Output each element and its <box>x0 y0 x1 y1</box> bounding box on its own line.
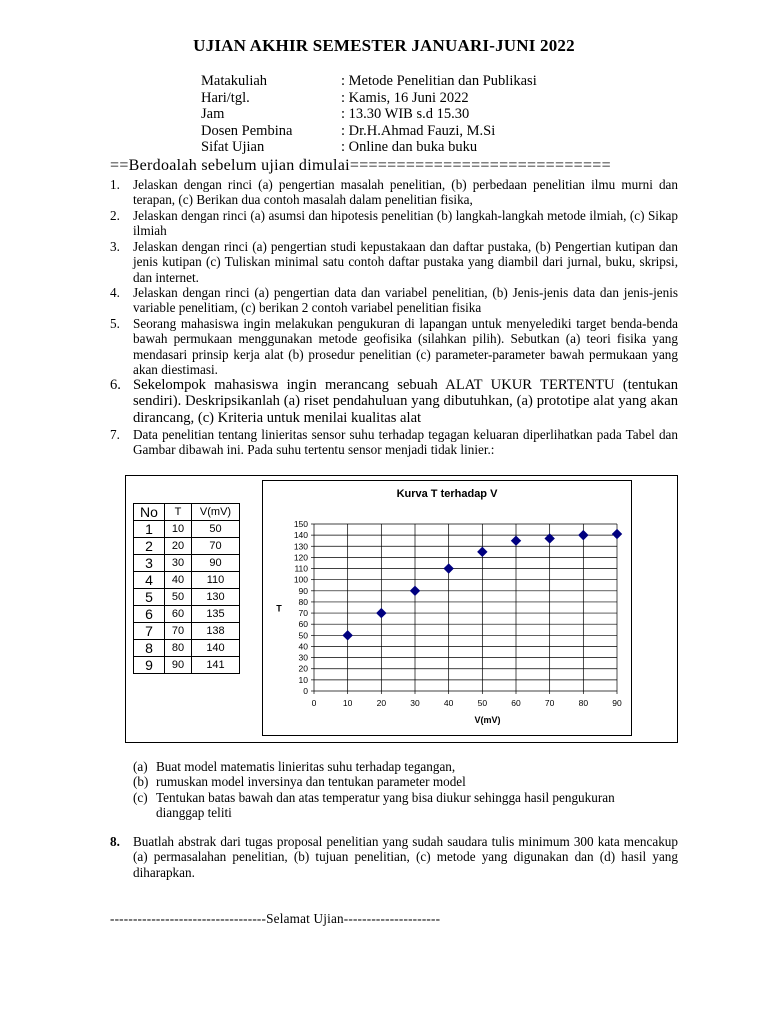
info-value: : Dr.H.Ahmad Fauzi, M.Si <box>341 122 496 139</box>
table-cell: 90 <box>165 657 192 674</box>
data-point <box>343 631 352 640</box>
question-2 <box>110 208 678 239</box>
table-row <box>134 572 240 589</box>
question-number: 7. <box>110 427 120 442</box>
data-point <box>579 531 588 540</box>
question-number: 3. <box>110 239 120 254</box>
table-cell: 70 <box>165 623 192 640</box>
question-text: Jelaskan dengan rinci (a) asumsi dan hipotesis penelitian (b) langkah-langkah metode ilmiah, (c) Sikap ilmiah <box>133 208 678 239</box>
question-7 <box>110 427 678 458</box>
question-6 <box>110 377 678 426</box>
table-cell: 141 <box>192 657 240 674</box>
x-tick-label: 20 <box>376 698 387 708</box>
x-tick-label: 80 <box>578 698 589 708</box>
data-point <box>377 609 386 618</box>
table-row <box>134 623 240 640</box>
question-text: Jelaskan dengan rinci (a) pengertian studi kepustakaan dan daftar pustaka, (b) Pengertian kutipan dan jenis kutipan (c) Tuliskan minimal satu contoh daftar pustaka yang diambil dari jurnal, buku, skripsi, dan internet. <box>133 239 678 285</box>
info-value: : Online dan buka buku <box>341 139 478 155</box>
table-cell: 20 <box>165 538 192 555</box>
scatter-chart <box>263 481 631 735</box>
table-row <box>134 606 240 623</box>
table-cell: 40 <box>165 572 192 589</box>
table-row <box>134 589 240 606</box>
table-cell: 9 <box>134 657 165 674</box>
subquestion-a <box>133 759 678 774</box>
x-tick-label: 0 <box>311 698 317 708</box>
data-point <box>444 564 453 573</box>
x-tick-label: 70 <box>544 698 555 708</box>
table-cell: 90 <box>192 555 240 572</box>
question-number: 2. <box>110 208 120 223</box>
x-tick-label: 30 <box>410 698 420 708</box>
info-value: : Metode Penelitian dan Publikasi <box>341 73 537 89</box>
footer-greeting: ----------------------------------Selamat Ujian--------------------- <box>110 911 441 926</box>
y-tick-label: 140 <box>293 530 308 541</box>
table-row <box>134 521 240 538</box>
table-cell: 135 <box>192 606 240 623</box>
info-row-exam-type <box>201 139 537 156</box>
info-row-date <box>201 90 537 107</box>
table-cell: 110 <box>192 572 240 589</box>
exam-title: UJIAN AKHIR SEMESTER JANUARI-JUNI 2022 <box>193 36 575 55</box>
exam-info <box>201 73 537 156</box>
x-tick-label: 60 <box>511 698 521 708</box>
table-cell: 80 <box>165 640 192 657</box>
question-text: Jelaskan dengan rinci (a) pengertian masalah penelitian, (b) perbedaan penelitian ilmu murni dan terapan, (c) Berikan dua contoh masalah dalam penelitian fisika, <box>133 177 678 208</box>
question-8 <box>110 834 678 880</box>
y-tick-label: 40 <box>298 641 308 652</box>
subquestion-text: Tentukan batas bawah dan atas temperatur yang bisa diukur sehingga hasil pengukuran dianggap teliti <box>156 790 615 821</box>
table-cell: 3 <box>134 555 165 572</box>
table-cell: 10 <box>165 521 192 538</box>
table-header: No <box>134 504 165 521</box>
y-tick-label: 150 <box>293 519 308 529</box>
table-row <box>134 538 240 555</box>
y-tick-label: 30 <box>298 652 308 663</box>
y-tick-label: 90 <box>298 585 308 596</box>
info-label: Sifat Ujian <box>201 139 265 155</box>
subquestion-text: rumuskan model inversinya dan tentukan parameter model <box>156 774 466 789</box>
table-cell: 4 <box>134 572 165 589</box>
data-point <box>512 536 521 545</box>
subquestion-b <box>133 774 678 789</box>
info-label: Matakuliah <box>201 73 268 89</box>
data-point <box>411 586 420 595</box>
table-header: T <box>165 504 192 521</box>
table-header: V(mV) <box>192 504 240 521</box>
table-cell: 50 <box>165 589 192 606</box>
question-4 <box>110 285 678 316</box>
table-cell: 140 <box>192 640 240 657</box>
question-text: Seorang mahasiswa ingin melakukan pengukuran di lapangan untuk menyelediki target benda-benda bawah permukaan menggunakan metode geofisika (silahkan pilih). Sebutkan (a) teori fisika yang mendasari prinsip kerja alat (b) prosedur penelitian (c) parameter-parameter bawah permukaan yang akan diestimasi. <box>133 316 678 378</box>
info-label: Dosen Pembina <box>201 122 293 139</box>
table-cell: 138 <box>192 623 240 640</box>
table-cell: 130 <box>192 589 240 606</box>
info-row-lecturer <box>201 123 537 140</box>
info-value: : Kamis, 16 Juni 2022 <box>341 89 469 106</box>
table-cell: 7 <box>134 623 165 640</box>
table-header-row <box>134 504 240 521</box>
y-tick-label: 70 <box>298 608 308 619</box>
x-tick-label: 90 <box>612 698 622 708</box>
question-text: Sekelompok mahasiswa ingin merancang sebuah ALAT UKUR TERTENTU (tentukan sendiri). Deskripsikanlah (a) riset pendahuluan yang dibutuhkan, (a) prototipe alat yang akan dirancang, (c) Kriteria untuk menilai kualitas alat <box>133 377 678 426</box>
y-tick-label: 10 <box>298 674 308 685</box>
subquestion-c <box>133 790 678 821</box>
y-tick-label: 50 <box>298 630 308 641</box>
data-table <box>133 503 240 674</box>
table-cell: 1 <box>134 521 165 538</box>
question-1 <box>110 177 678 208</box>
y-tick-label: 80 <box>298 596 308 607</box>
question-text: Buatlah abstrak dari tugas proposal penelitian yang sudah saudara tulis minimum 300 kata mencakup (a) permasalahan penelitian, (b) tujuan penelitian, (c) metode yang digunakan dan (d) hasil yang diharapkan. <box>133 834 678 880</box>
question-number: 5. <box>110 316 120 331</box>
chart-title: Kurva T terhadap V <box>396 488 498 500</box>
question-5 <box>110 316 678 378</box>
question-number: 8. <box>110 834 120 849</box>
info-label: Hari/tgl. <box>201 89 250 106</box>
subquestion-label: (c) <box>133 790 148 805</box>
info-row-time <box>201 106 537 123</box>
question-number: 6. <box>110 377 121 393</box>
subquestion-label: (b) <box>133 774 149 789</box>
chart-container <box>262 480 632 736</box>
question-number: 4. <box>110 285 120 300</box>
question-number: 1. <box>110 177 120 192</box>
y-tick-label: 20 <box>298 663 308 674</box>
question-text: Data penelitian tentang linieritas sensor suhu terhadap tegagan keluaran diperlihatkan pada Tabel dan Gambar dibawah ini. Pada suhu tertentu sensor menjadi tidak linier.: <box>133 427 678 458</box>
y-tick-label: 100 <box>293 574 308 585</box>
y-tick-label: 110 <box>294 563 308 574</box>
table-row <box>134 555 240 572</box>
y-tick-label: 0 <box>303 686 308 696</box>
x-axis-label: V(mV) <box>474 715 501 725</box>
table-cell: 60 <box>165 606 192 623</box>
info-label: Jam <box>201 106 225 122</box>
table-cell: 70 <box>192 538 240 555</box>
subquestion-text: Buat model matematis linieritas suhu terhadap tegangan, <box>156 759 456 774</box>
table-cell: 30 <box>165 555 192 572</box>
table-cell: 8 <box>134 640 165 657</box>
x-tick-label: 50 <box>477 698 488 708</box>
data-point <box>613 530 622 539</box>
question-text: Jelaskan dengan rinci (a) pengertian data dan variabel penelitian, (b) Jenis-jenis data dan jenis-jenis variable penelitiam, (c) berikan 2 contoh variabel penelitian fisika <box>133 285 678 316</box>
info-value: : 13.30 WIB s.d 15.30 <box>341 106 470 122</box>
y-axis-label: T <box>276 603 282 614</box>
table-cell: 50 <box>192 521 240 538</box>
data-point <box>478 547 487 556</box>
info-row-subject <box>201 73 537 90</box>
y-tick-label: 60 <box>298 619 308 630</box>
x-tick-label: 40 <box>443 698 454 708</box>
prayer-line: ==Berdoalah sebelum ujian dimulai============================ <box>110 157 611 174</box>
y-tick-label: 130 <box>293 541 308 552</box>
x-tick-label: 10 <box>342 698 353 708</box>
question-3 <box>110 239 678 285</box>
table-cell: 2 <box>134 538 165 555</box>
y-tick-label: 120 <box>293 552 308 563</box>
table-row <box>134 657 240 674</box>
table-row <box>134 640 240 657</box>
subquestion-label: (a) <box>133 759 148 774</box>
table-cell: 6 <box>134 606 165 623</box>
table-cell: 5 <box>134 589 165 606</box>
